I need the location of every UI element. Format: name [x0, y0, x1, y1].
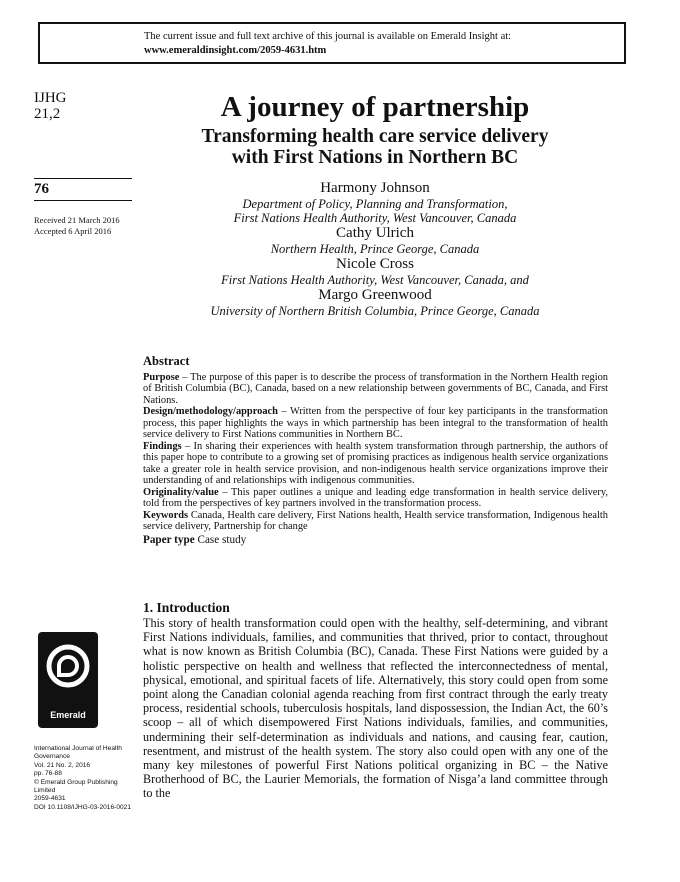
design-label: Design/methodology/approach: [143, 406, 278, 417]
sidebar-rule-top: [34, 178, 132, 179]
introduction-heading: 1. Introduction: [143, 600, 230, 615]
citation-line: DOI 10.1108/IJHG-03-2016-0021: [34, 803, 132, 811]
author-affiliation: First Nations Health Authority, West Vancouver, Canada, and: [221, 273, 529, 287]
papertype-label: Paper type: [143, 533, 195, 546]
abstract-section: [143, 356, 608, 546]
journal-url-link[interactable]: www.emeraldinsight.com/2059-4631.htm: [144, 45, 327, 56]
citation-line: Vol. 21 No. 2, 2016: [34, 761, 91, 769]
page-number: 76: [34, 181, 49, 197]
citation-line: © Emerald Group Publishing Limited: [34, 778, 118, 795]
emerald-logo-label: Emerald: [50, 710, 86, 720]
author-name: Margo Greenwood: [318, 287, 432, 303]
introduction-body: This story of health transformation could open with the healthy, self-determining, and vibrant First Nations individuals, families, and communities that thrived, prior to contact, throughout what is now known as British Columbia (BC), Canada. These First Nations were guided by a holistic perspective on health and wellness that reflected the interconnectedness of mental, physical, emotional, and spiritual facets of life. Alternatively, this story could open from some point along the Canadian colonial agenda reaching from first contract through the early treaty process, residential schools, tuberculosis hospitals, land dispossession, the Indian Act, the 60’s scoop – all of which disempowered First Nations individuals, families, and communities, undermining their self-determination as individuals and nations, and causing fear, caution, resentment, and mistrust of the health system. The story also could open with any one of the many key milestones of powerful First Nations political organizing in BC – the Native Brotherhood of BC, the Laurier Memorials, the formation of Nisga’a land committee through to the: [143, 616, 608, 801]
accepted-date: Accepted 6 April 2016: [34, 226, 112, 236]
journal-code: IJHG: [34, 90, 67, 106]
originality-label: Originality/value: [143, 486, 219, 498]
author-name: Harmony Johnson: [320, 180, 430, 196]
sidebar: [34, 90, 132, 122]
abstract-purpose: [143, 372, 608, 407]
emerald-logo: [38, 632, 98, 728]
author-affiliation: Northern Health, Prince George, Canada: [270, 242, 480, 256]
access-notice-text: The current issue and full text archive of this journal is available on Emerald Insight at:: [144, 31, 512, 42]
sidebar-rule-bottom: [34, 200, 132, 201]
paper-title: A journey of partnership: [220, 91, 530, 123]
author-affiliation: First Nations Health Authority, West Vancouver, Canada: [233, 211, 517, 225]
author-name: Cathy Ulrich: [336, 225, 414, 241]
abstract-heading: Abstract: [143, 354, 190, 368]
author-list: [140, 180, 610, 318]
citation-block: [34, 745, 134, 812]
author-name: Nicole Cross: [336, 256, 414, 272]
keywords-label: Keywords: [143, 509, 189, 521]
papertype-text: Case study: [194, 533, 247, 546]
received-date: Received 21 March 2016: [34, 215, 120, 225]
abstract-design: [143, 406, 608, 441]
abstract-paper-type: [143, 535, 608, 547]
submission-dates: [34, 215, 120, 237]
author-affiliation: University of Northern British Columbia, Prince George, Canada: [210, 304, 540, 318]
emerald-logo-icon: [43, 640, 93, 704]
design-text: – Written from the perspective of four key participants in the transformation process, this paper highlights the ways in which partnership has been integral to the transformation of health service delivery to First Nations communities in Northern BC.: [143, 406, 608, 440]
citation-line: pp. 76-88: [34, 770, 62, 778]
findings-text: – In sharing their experiences with health system transformation through partnership, the authors of this paper hope to contribute to a growing set of promising practices as indigenous health service organizations take a greater role in health service provision, and non-indigenous health service organizations improve their understanding of and relationships with indigenous communities.: [143, 440, 608, 486]
abstract-originality: [143, 487, 608, 510]
subtitle-line: with First Nations in Northern BC: [231, 147, 519, 168]
purpose-text: – The purpose of this paper is to describe the process of transformation in the Northern Health region of British Columbia (BC), Canada, based on a new relationship between governments of BC, Canada, and First Nations.: [143, 371, 608, 406]
abstract-keywords: [143, 510, 608, 533]
citation-line: 2059-4631: [34, 795, 66, 803]
purpose-label: Purpose: [143, 371, 180, 383]
keywords-text: Canada, Health care delivery, First Nations health, Health service transformation, Indigenous health service delivery, Partnership for change: [143, 509, 608, 532]
subtitle-line: Transforming health care service delivery: [201, 126, 549, 147]
abstract-findings: [143, 441, 608, 487]
originality-text: – This paper outlines a unique and leading edge transformation in health service delivery, told from the perspectives of key partners involved in the transformation process.: [143, 486, 608, 509]
citation-line: Governance: [34, 753, 70, 761]
author-affiliation: Department of Policy, Planning and Transformation,: [242, 197, 508, 211]
paper-subtitle: [140, 126, 610, 168]
volume-issue: 21,2: [34, 106, 61, 122]
introduction-section: [143, 600, 608, 801]
findings-label: Findings: [143, 440, 182, 452]
citation-line: International Journal of Health: [34, 745, 122, 752]
access-notice-box: [38, 22, 626, 64]
